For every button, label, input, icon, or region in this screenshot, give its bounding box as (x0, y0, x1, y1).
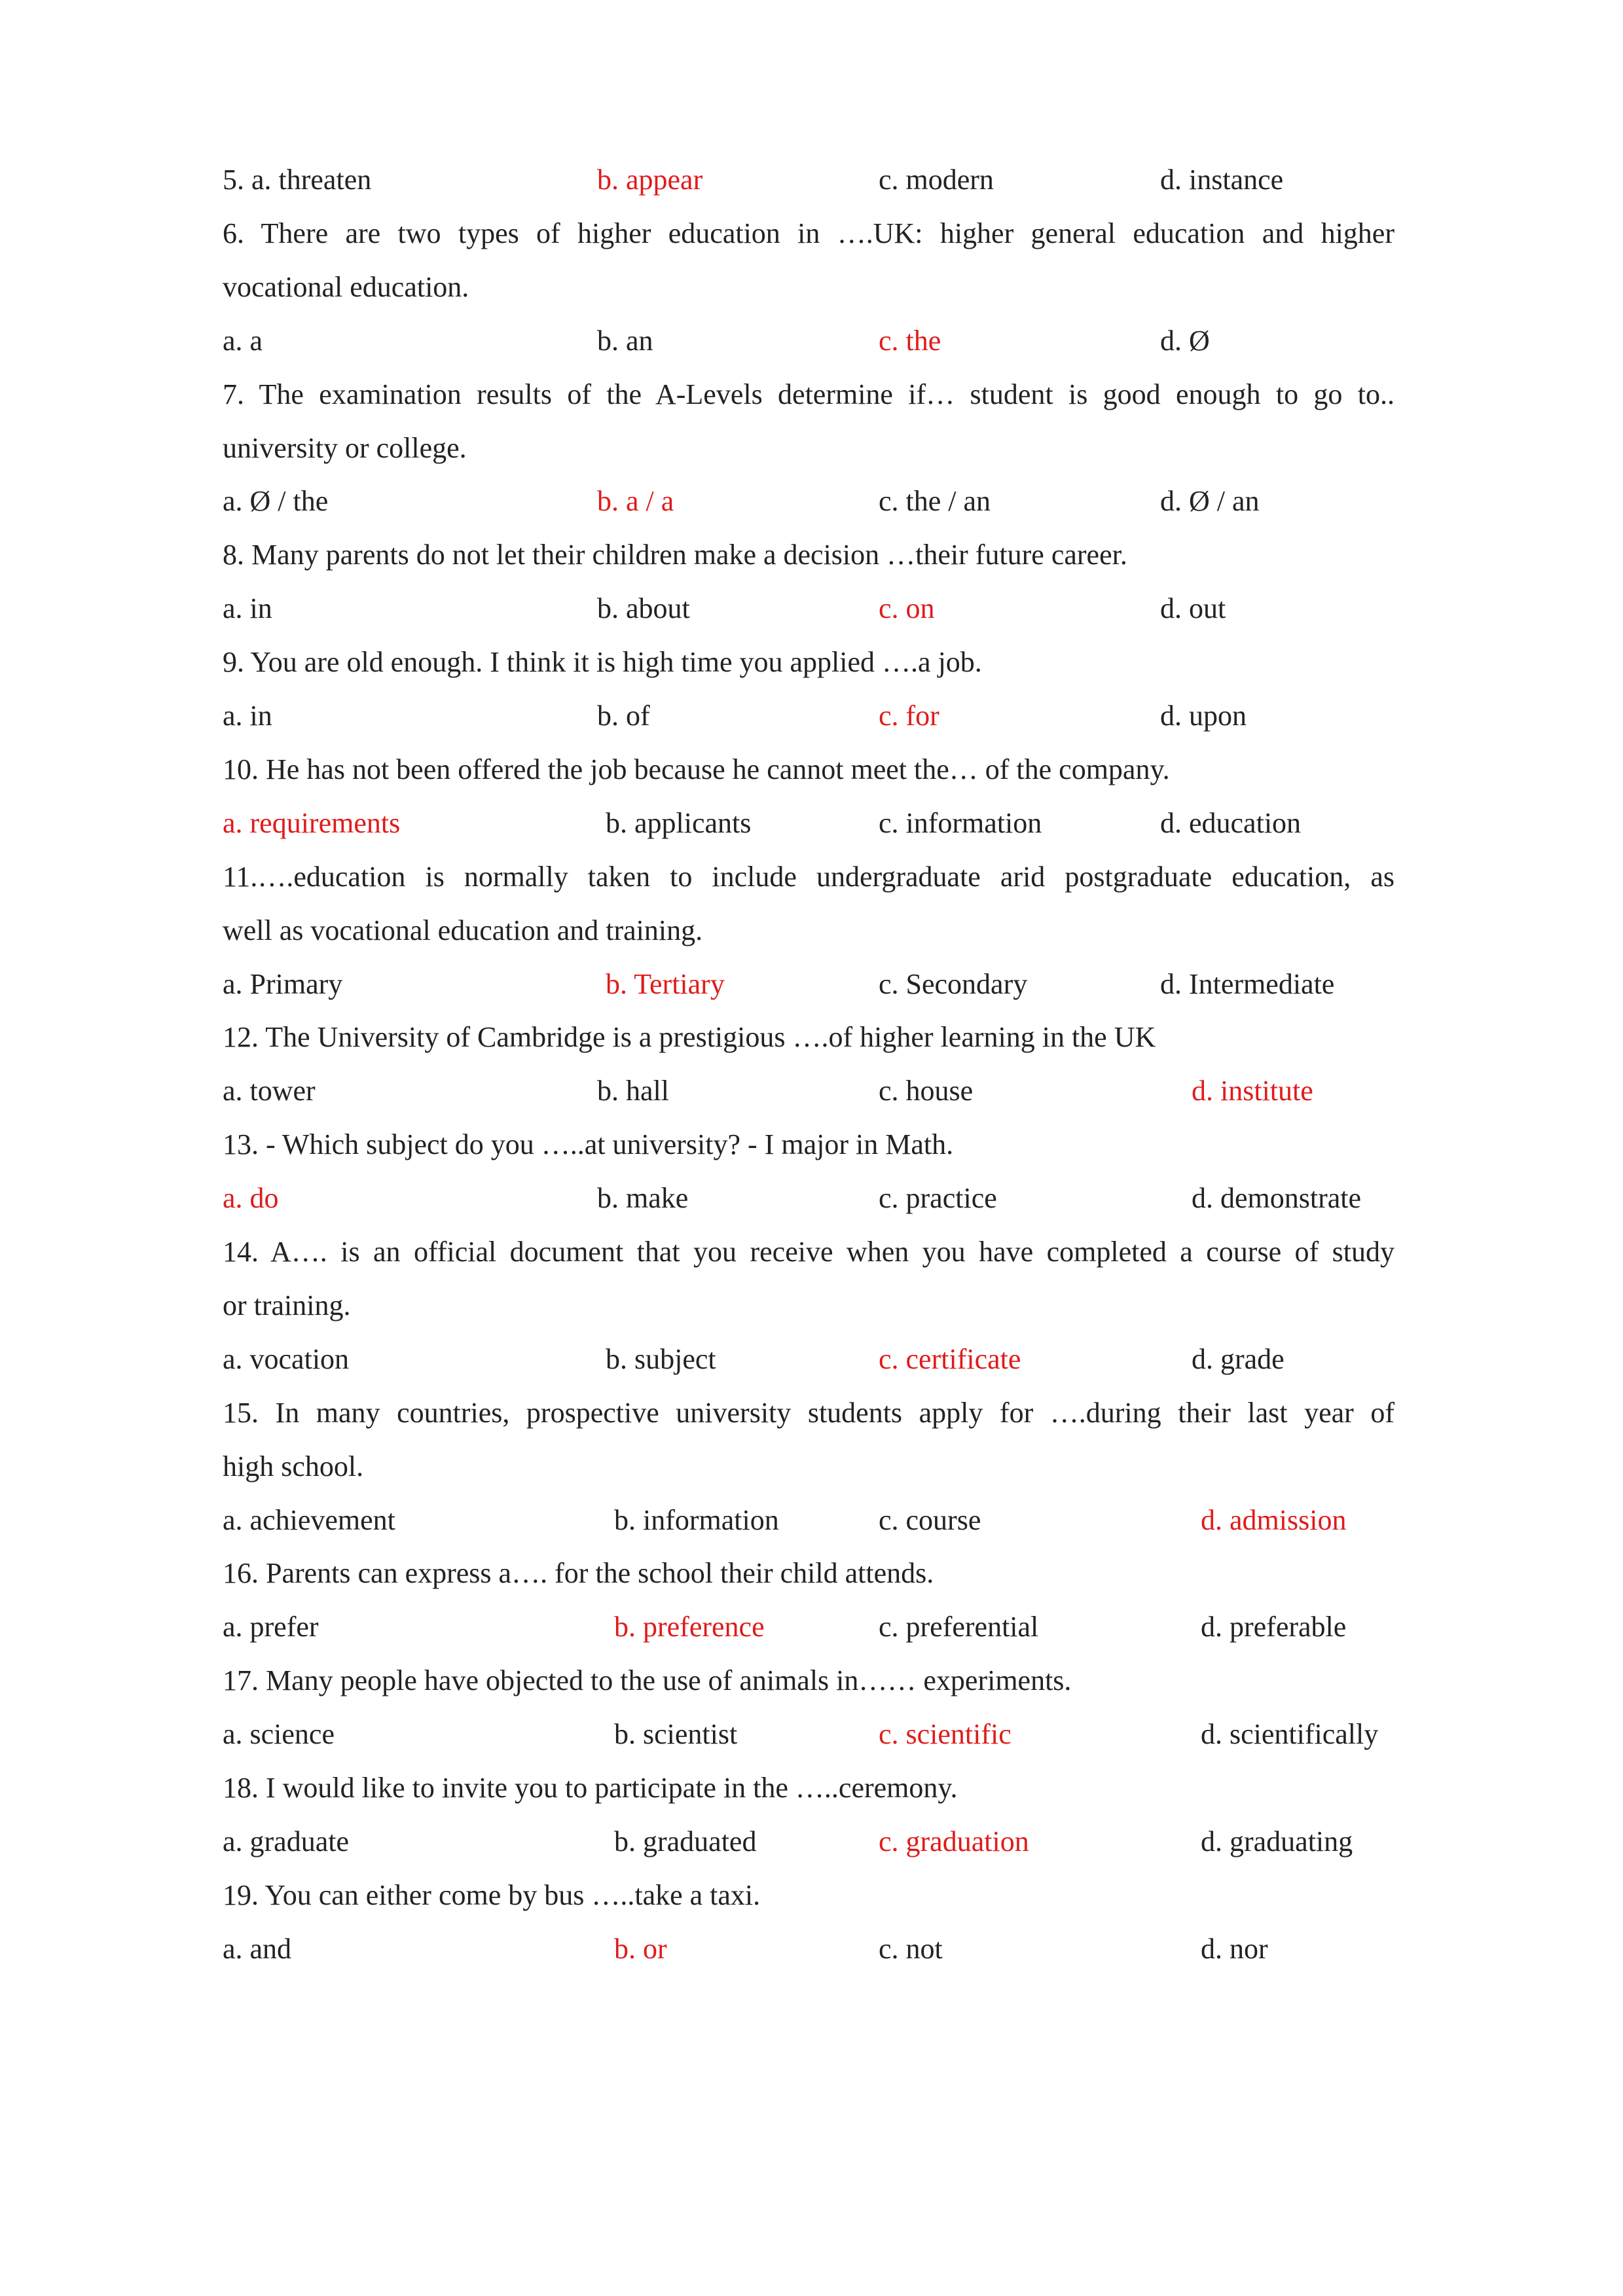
answer-option: d. scientifically (1201, 1718, 1379, 1751)
answer-option: c. Secondary (879, 967, 1028, 1000)
answer-option-correct: d. institute (1192, 1075, 1313, 1107)
answer-option: b. graduated (614, 1825, 757, 1857)
answer-option-correct: c. scientific (879, 1718, 1012, 1751)
question-stem: 9. You are old enough. I think it is high time you applied ….a job. (223, 646, 982, 679)
answer-option: b. applicants (606, 806, 752, 839)
question-stem: well as vocational education and training. (223, 914, 703, 946)
answer-option: d. demonstrate (1192, 1182, 1362, 1215)
answer-option-correct: c. the (879, 324, 941, 357)
answer-option: d. education (1160, 806, 1302, 839)
answer-option: a. and (223, 1932, 292, 1965)
answer-option: c. information (879, 806, 1042, 839)
question-stem: vocational education. (223, 270, 469, 303)
options-row (223, 1607, 1401, 1647)
answer-option: c. house (879, 1075, 974, 1107)
answer-option-correct: c. on (879, 592, 935, 625)
answer-option: c. the / an (879, 485, 991, 518)
answer-option: d. Ø / an (1160, 485, 1260, 518)
answer-option: b. of (597, 700, 650, 732)
answer-option: a. in (223, 592, 272, 625)
answer-option: d. Ø (1160, 324, 1210, 357)
question-stem: 8. Many parents do not let their children make a decision …their future career. (223, 539, 1127, 571)
answer-option: d. grade (1192, 1342, 1285, 1375)
answer-option: b. subject (606, 1342, 716, 1375)
options-row (223, 482, 1401, 521)
answer-option: a. prefer (223, 1611, 319, 1643)
options-row (223, 589, 1401, 628)
options-row (223, 965, 1401, 1004)
question-stem: 16. Parents can express a…. for the school their child attends. (223, 1557, 934, 1590)
question-stem: 17. Many people have objected to the use of animals in…… experiments. (223, 1664, 1072, 1697)
options-row (223, 1822, 1401, 1861)
answer-option-correct: b. a / a (597, 485, 674, 518)
answer-option: c. preferential (879, 1611, 1039, 1643)
answer-option: b. an (597, 324, 653, 357)
answer-option: a. tower (223, 1075, 316, 1107)
answer-option: a. Ø / the (223, 485, 329, 518)
answer-option-correct: b. preference (614, 1611, 765, 1643)
options-row (223, 1929, 1401, 1969)
question-stem: 19. You can either come by bus …..take a taxi. (223, 1878, 761, 1911)
answer-option: d. upon (1160, 700, 1247, 732)
options-row (223, 696, 1401, 736)
answer-option: c. modern (879, 164, 994, 196)
answer-option: d. Intermediate (1160, 967, 1335, 1000)
answer-option: c. not (879, 1932, 943, 1965)
question-stem: 10. He has not been offered the job because he cannot meet the… of the company. (223, 753, 1170, 785)
options-row (223, 1715, 1401, 1754)
answer-option: b. make (597, 1182, 689, 1215)
answer-option-correct: c. certificate (879, 1342, 1021, 1375)
answer-option-correct: b. Tertiary (606, 967, 725, 1000)
answer-option: d. out (1160, 592, 1226, 625)
answer-option: b. hall (597, 1075, 669, 1107)
answer-option: d. graduating (1201, 1825, 1353, 1857)
answer-option: a. vocation (223, 1342, 350, 1375)
answer-option-correct: c. for (879, 700, 939, 732)
options-row (223, 804, 1401, 843)
question-stem: 12. The University of Cambridge is a prestigious ….of higher learning in the UK (223, 1021, 1156, 1054)
question-stem: 11.….education is normally taken to include undergraduate arid postgraduate education, as (223, 860, 1395, 893)
options-row (223, 1071, 1401, 1111)
question-stem: 15. In many countries, prospective university students apply for ….during their last year of (223, 1396, 1395, 1429)
answer-option-correct: b. or (614, 1932, 667, 1965)
options-row (223, 321, 1401, 361)
answer-option-correct: a. do (223, 1182, 279, 1215)
answer-option-correct: a. requirements (223, 806, 401, 839)
options-row (223, 1501, 1401, 1540)
answer-option: d. nor (1201, 1932, 1268, 1965)
question-stem: high school. (223, 1450, 364, 1482)
answer-option: c. practice (879, 1182, 997, 1215)
options-row (223, 160, 1401, 200)
question-stem: 14. A…. is an official document that you receive when you have completed a course of study (223, 1236, 1395, 1268)
options-row (223, 1179, 1401, 1218)
question-stem: 18. I would like to invite you to participate in the …..ceremony. (223, 1772, 958, 1804)
answer-option-correct: c. graduation (879, 1825, 1029, 1857)
answer-option: c. course (879, 1503, 981, 1536)
answer-option-correct: b. appear (597, 164, 703, 196)
answer-option: a. graduate (223, 1825, 349, 1857)
options-row (223, 1340, 1401, 1379)
answer-option: a. Primary (223, 967, 343, 1000)
question-stem: 13. - Which subject do you …..at university? - I major in Math. (223, 1128, 954, 1161)
answer-option: 5. a. threaten (223, 164, 372, 196)
answer-option: b. information (614, 1503, 779, 1536)
answer-option: a. in (223, 700, 272, 732)
question-stem: 6. There are two types of higher education in ….UK: higher general education and higher (223, 217, 1395, 249)
answer-option: b. about (597, 592, 690, 625)
answer-option-correct: d. admission (1201, 1503, 1347, 1536)
question-stem: university or college. (223, 431, 467, 464)
question-stem: 7. The examination results of the A-Levels determine if… student is good enough to go to.. (223, 378, 1395, 410)
answer-option: d. instance (1160, 164, 1284, 196)
answer-option: d. preferable (1201, 1611, 1347, 1643)
answer-option: b. scientist (614, 1718, 738, 1751)
answer-option: a. achievement (223, 1503, 395, 1536)
answer-option: a. a (223, 324, 263, 357)
question-stem: or training. (223, 1289, 351, 1321)
answer-option: a. science (223, 1718, 335, 1751)
